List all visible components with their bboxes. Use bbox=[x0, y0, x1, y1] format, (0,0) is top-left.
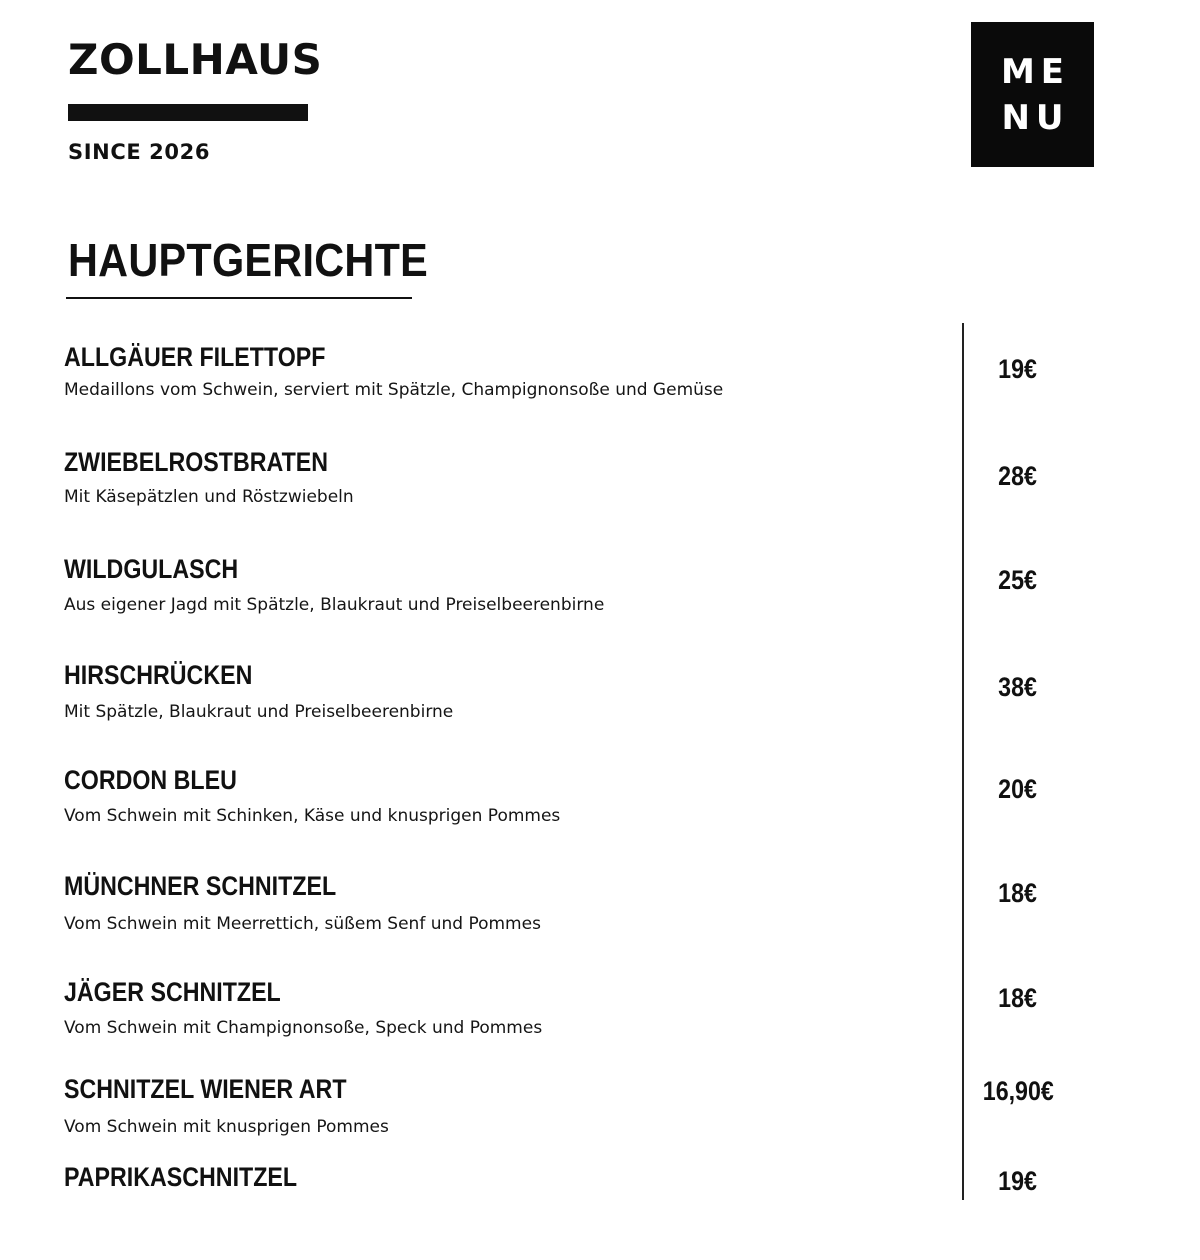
menu-item-price-value: 18€ bbox=[998, 878, 1038, 908]
menu-item-name: MÜNCHNER SCHNITZEL bbox=[64, 871, 337, 901]
menu-item bbox=[64, 1160, 1200, 1260]
menu-item-name: ZWIEBELROSTBRATEN bbox=[64, 447, 329, 477]
menu-item-description: Mit Spätzle, Blaukraut und Preiselbeerenbirne bbox=[64, 702, 454, 722]
menu-badge-line-2: NU bbox=[1001, 97, 1070, 138]
menu-item bbox=[64, 869, 1200, 969]
menu-item-price-value: 28€ bbox=[998, 461, 1038, 491]
menu-item-price-value: 20€ bbox=[998, 774, 1038, 804]
menu-item-name: HIRSCHRÜCKEN bbox=[64, 660, 253, 690]
menu-item-name: SCHNITZEL WIENER ART bbox=[64, 1074, 347, 1104]
menu-item bbox=[64, 975, 1200, 1075]
menu-item-name: WILDGULASCH bbox=[64, 554, 239, 584]
section-title-underline bbox=[66, 297, 412, 299]
menu-badge-line-1: ME bbox=[1000, 51, 1071, 92]
menu-item-description: Vom Schwein mit Schinken, Käse und knusprigen Pommes bbox=[64, 806, 561, 826]
menu-badge bbox=[971, 22, 1094, 167]
menu-item bbox=[64, 1072, 1200, 1172]
menu-item-price-value: 18€ bbox=[998, 983, 1038, 1013]
menu-item-price-value: 16,90€ bbox=[982, 1076, 1054, 1106]
menu-item-name: PAPRIKASCHNITZEL bbox=[64, 1162, 298, 1192]
menu-item-name: CORDON BLEU bbox=[64, 765, 237, 795]
menu-item-price-value: 19€ bbox=[998, 1166, 1038, 1196]
menu-item-description: Vom Schwein mit knusprigen Pommes bbox=[64, 1117, 389, 1137]
menu-item-description: Vom Schwein mit Champignonsoße, Speck und Pommes bbox=[64, 1018, 543, 1038]
menu-item-description: Aus eigener Jagd mit Spätzle, Blaukraut und Preiselbeerenbirne bbox=[64, 595, 605, 615]
menu-item bbox=[64, 445, 1200, 545]
section-title: HAUPTGERICHTE bbox=[68, 234, 429, 286]
menu-item-price-value: 19€ bbox=[998, 354, 1038, 384]
menu-item-price-value: 25€ bbox=[998, 565, 1038, 595]
menu-item bbox=[64, 340, 1200, 440]
brand-name: ZOLLHAUS bbox=[68, 35, 323, 84]
menu-item-description: Mit Käsepätzlen und Röstzwiebeln bbox=[64, 487, 354, 507]
menu-item bbox=[64, 763, 1200, 863]
menu-item-description: Vom Schwein mit Meerrettich, süßem Senf und Pommes bbox=[64, 914, 541, 934]
menu-item-description: Medaillons vom Schwein, serviert mit Spätzle, Champignonsoße und Gemüse bbox=[64, 380, 724, 400]
menu-item-price-value: 38€ bbox=[998, 672, 1038, 702]
menu-item bbox=[64, 658, 1200, 758]
brand-since-text: SINCE 2026 bbox=[68, 140, 211, 164]
menu-item-name: JÄGER SCHNITZEL bbox=[64, 977, 281, 1007]
menu-item-name: ALLGÄUER FILETTOPF bbox=[64, 342, 326, 372]
brand-underline-bar bbox=[68, 104, 308, 121]
menu-item bbox=[64, 552, 1200, 652]
